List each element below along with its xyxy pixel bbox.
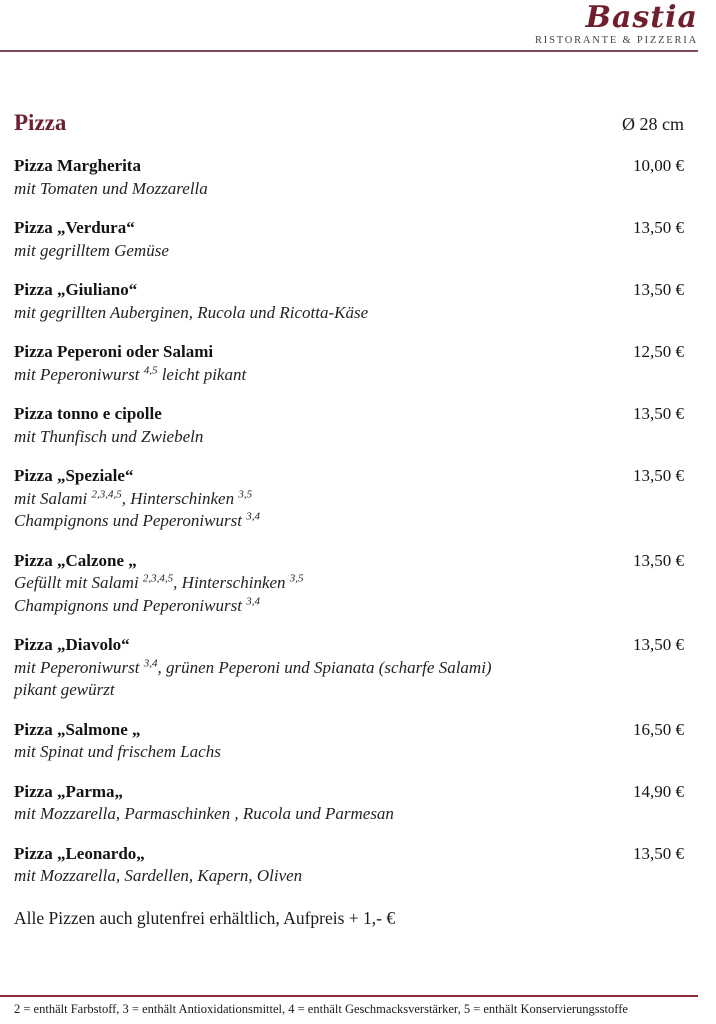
item-desc-line: Champignons und Peperoniwurst $^{3,4}$ [14,594,260,615]
item-price: 10,00 € [633,156,684,175]
menu-item-row [14,719,684,742]
item-desc-line: mit Spinat und frischem Lachs [14,742,221,761]
item-desc-line: Champignons und Peperoniwurst $^{3,4}$ [14,510,260,530]
item-price: 13,50 € [633,635,684,654]
item-desc-line: mit Thunfisch und Zwiebeln [14,426,204,446]
page-title: Pizza [14,110,67,135]
menu-item-row [14,634,684,657]
menu-item-row [14,843,684,866]
menu-item [14,719,684,764]
item-description [14,302,684,325]
brand-logo: Bastia [585,0,698,35]
header-rule [0,50,698,52]
item-description [14,488,684,533]
item-price: 13,50 € [633,280,684,299]
item-price: 13,50 € [633,466,684,485]
menu-item [14,279,684,324]
item-description [14,178,684,201]
menu-item-row [14,341,684,364]
item-desc-line: Gefüllt mit Salami $^{2,3,4,5}$, Hinterschinken $^{3,5}$ [14,572,304,592]
menu-item-row [14,403,684,426]
item-name: Pizza „Diavolo“ [14,635,130,654]
glutenfree-note: Alle Pizzen auch glutenfrei erhältlich, Aufpreis + 1,- € [14,907,396,928]
item-name: Pizza „Leonardo„ [14,843,145,863]
pizza-diameter-label: Ø 28 cm [622,114,684,134]
item-name: Pizza „Verdura“ [14,218,135,237]
item-description [14,657,684,702]
item-desc-line: mit gegrillten Auberginen, Rucola und Ricotta-Käse [14,302,369,322]
item-name: Pizza Peperoni oder Salami [14,342,214,361]
brand-subtitle: RISTORANTE & PIZZERIA [534,35,698,46]
menu-item-row [14,155,684,178]
item-price: 12,50 € [633,342,684,361]
item-desc-line: mit Peperoniwurst $^{4,5}$ leicht pikant [14,363,247,384]
item-price: 16,50 € [633,719,684,739]
item-name: Pizza „Speziale“ [14,466,134,485]
item-price: 14,90 € [633,781,684,801]
menu-item-row [14,279,684,302]
item-desc-line: pikant gewürzt [14,680,115,699]
menu-page [0,109,716,929]
menu-item [14,465,684,533]
menu-item [14,843,684,888]
item-price: 13,50 € [633,843,684,863]
menu-item [14,403,684,448]
item-name: Pizza tonno e cipolle [14,404,162,423]
menu-item [14,550,684,618]
item-price: 13,50 € [633,550,684,570]
menu-item-row [14,781,684,804]
page-footer [0,995,716,1024]
menu-item-row [14,465,684,488]
item-description [14,364,684,387]
item-desc-line: mit gegrilltem Gemüse [14,240,169,260]
additives-legend: 2 = enthält Farbstoff, 3 = enthält Antioxidationsmittel, 4 = enthält Geschmacksverstärker, 5 = enthält Konservierungsstoffe [14,1002,628,1016]
menu-item-row [14,217,684,240]
menu-item [14,155,684,200]
item-desc-line: mit Salami $^{2,3,4,5}$, Hinterschinken $^{3,5}$ [14,487,253,508]
page-header [0,0,716,47]
item-description [14,803,684,826]
item-price: 13,50 € [633,218,684,237]
item-price: 13,50 € [633,404,684,423]
item-desc-line: mit Tomaten und Mozzarella [14,178,208,198]
item-name: Pizza „Salmone „ [14,719,141,739]
menu-item [14,634,684,702]
item-description [14,426,684,449]
menu-item [14,341,684,386]
item-description [14,865,684,888]
item-description [14,572,684,617]
item-desc-line: mit Mozzarella, Sardellen, Kapern, Oliven [14,866,303,885]
menu-items [14,155,684,888]
item-name: Pizza Margherita [14,156,141,175]
section-header [14,109,684,137]
menu-item-row [14,550,684,573]
item-description [14,240,684,263]
item-name: Pizza „Calzone „ [14,550,137,570]
item-description [14,741,684,764]
item-name: Pizza „Parma„ [14,781,124,801]
menu-item [14,781,684,826]
item-desc-line: mit Mozzarella, Parmaschinken , Rucola und Parmesan [14,804,394,823]
item-desc-line: mit Peperoniwurst $^{3,4}$, grünen Peperoni und Spianata (scharfe Salami) [14,656,492,677]
item-name: Pizza „Giuliano“ [14,280,138,299]
menu-item [14,217,684,262]
